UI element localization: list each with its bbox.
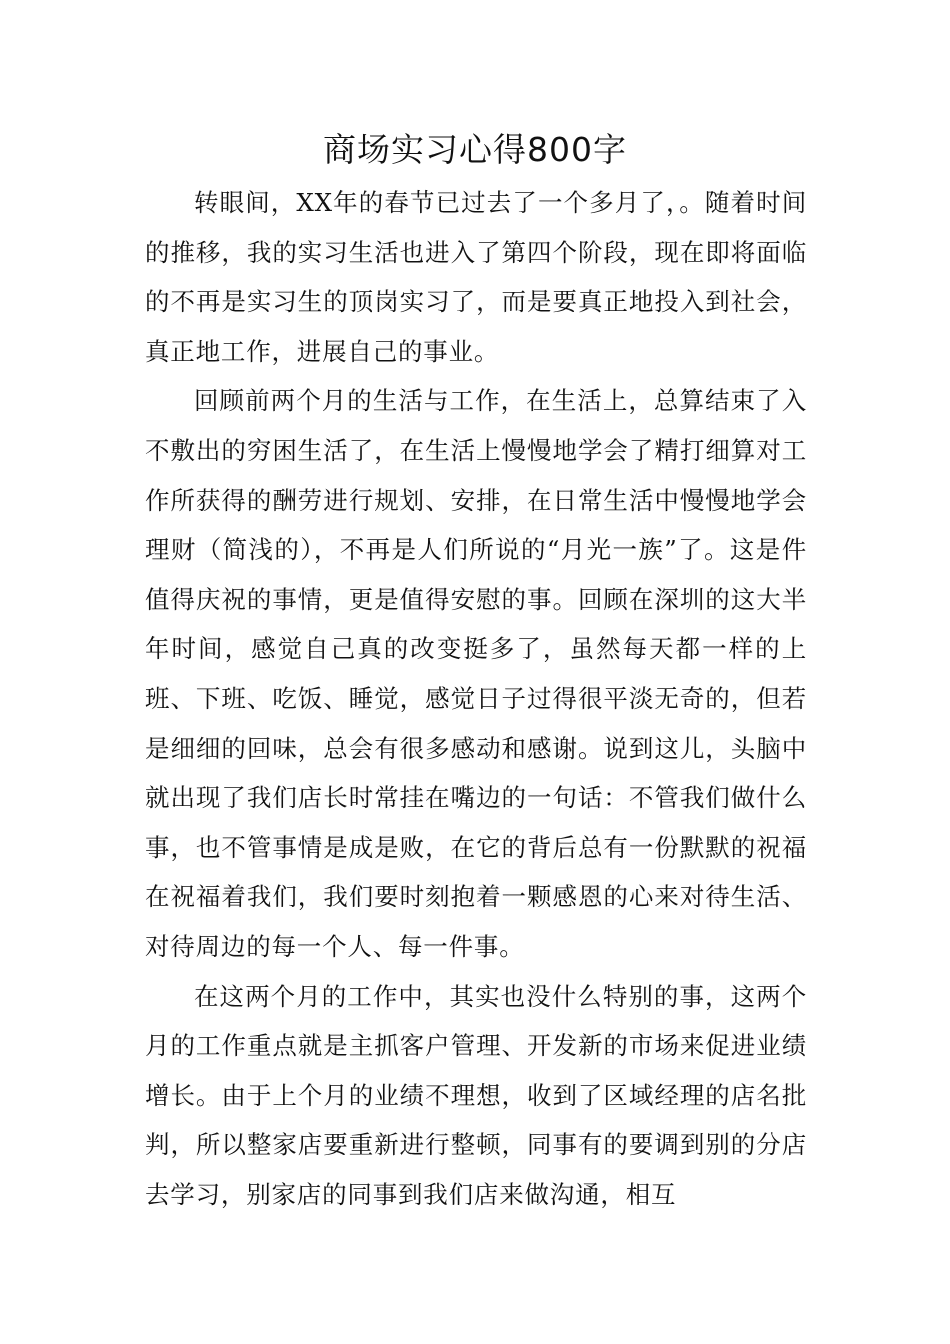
document-body <box>145 178 807 1219</box>
paragraph-1: 转眼间，XX年的春节已过去了一个多月了，。随着时间的推移，我的实习生活也进入了第四个阶段，现在即将面临的不再是实习生的顶岗实习了，而是要真正地投入到社会，真正地工作，进展自己的事业。 <box>145 188 807 366</box>
paragraph-3: 在这两个月的工作中，其实也没什么特别的事，这两个月的工作重点就是主抓客户管理、开发新的市场来促进业绩增长。由于上个月的业绩不理想，收到了区域经理的店名批判，所以整家店要重新进行整顿，同事有的要调到别的分店去学习，别家店的同事到我们店来做沟通，相互 <box>145 981 807 1209</box>
document-title: 商场实习心得800字 <box>323 130 627 169</box>
paragraph-2: 回顾前两个月的生活与工作，在生活上，总算结束了入不敷出的穷困生活了，在生活上慢慢地学会了精打细算对工作所获得的酬劳进行规划、安排，在日常生活中慢慢地学会理财（简浅的），不再是人们所说的“月光一族”了。这是件值得庆祝的事情，更是值得安慰的事。回顾在深圳的这大半年时间，感觉自己真的改变挺多了，虽然每天都一样的上班、下班、吃饭、睡觉，感觉日子过得很平淡无奇的，但若是细细的回味，总会有很多感动和感谢。说到这儿，头脑中就出现了我们店长时常挂在嘴边的一句话：不管我们做什么事，也不管事情是成是败，在它的背后总有一份默默的祝福在祝福着我们，我们要时刻抱着一颗感恩的心来对待生活、对待周边的每一个人、每一件事。 <box>145 386 807 961</box>
